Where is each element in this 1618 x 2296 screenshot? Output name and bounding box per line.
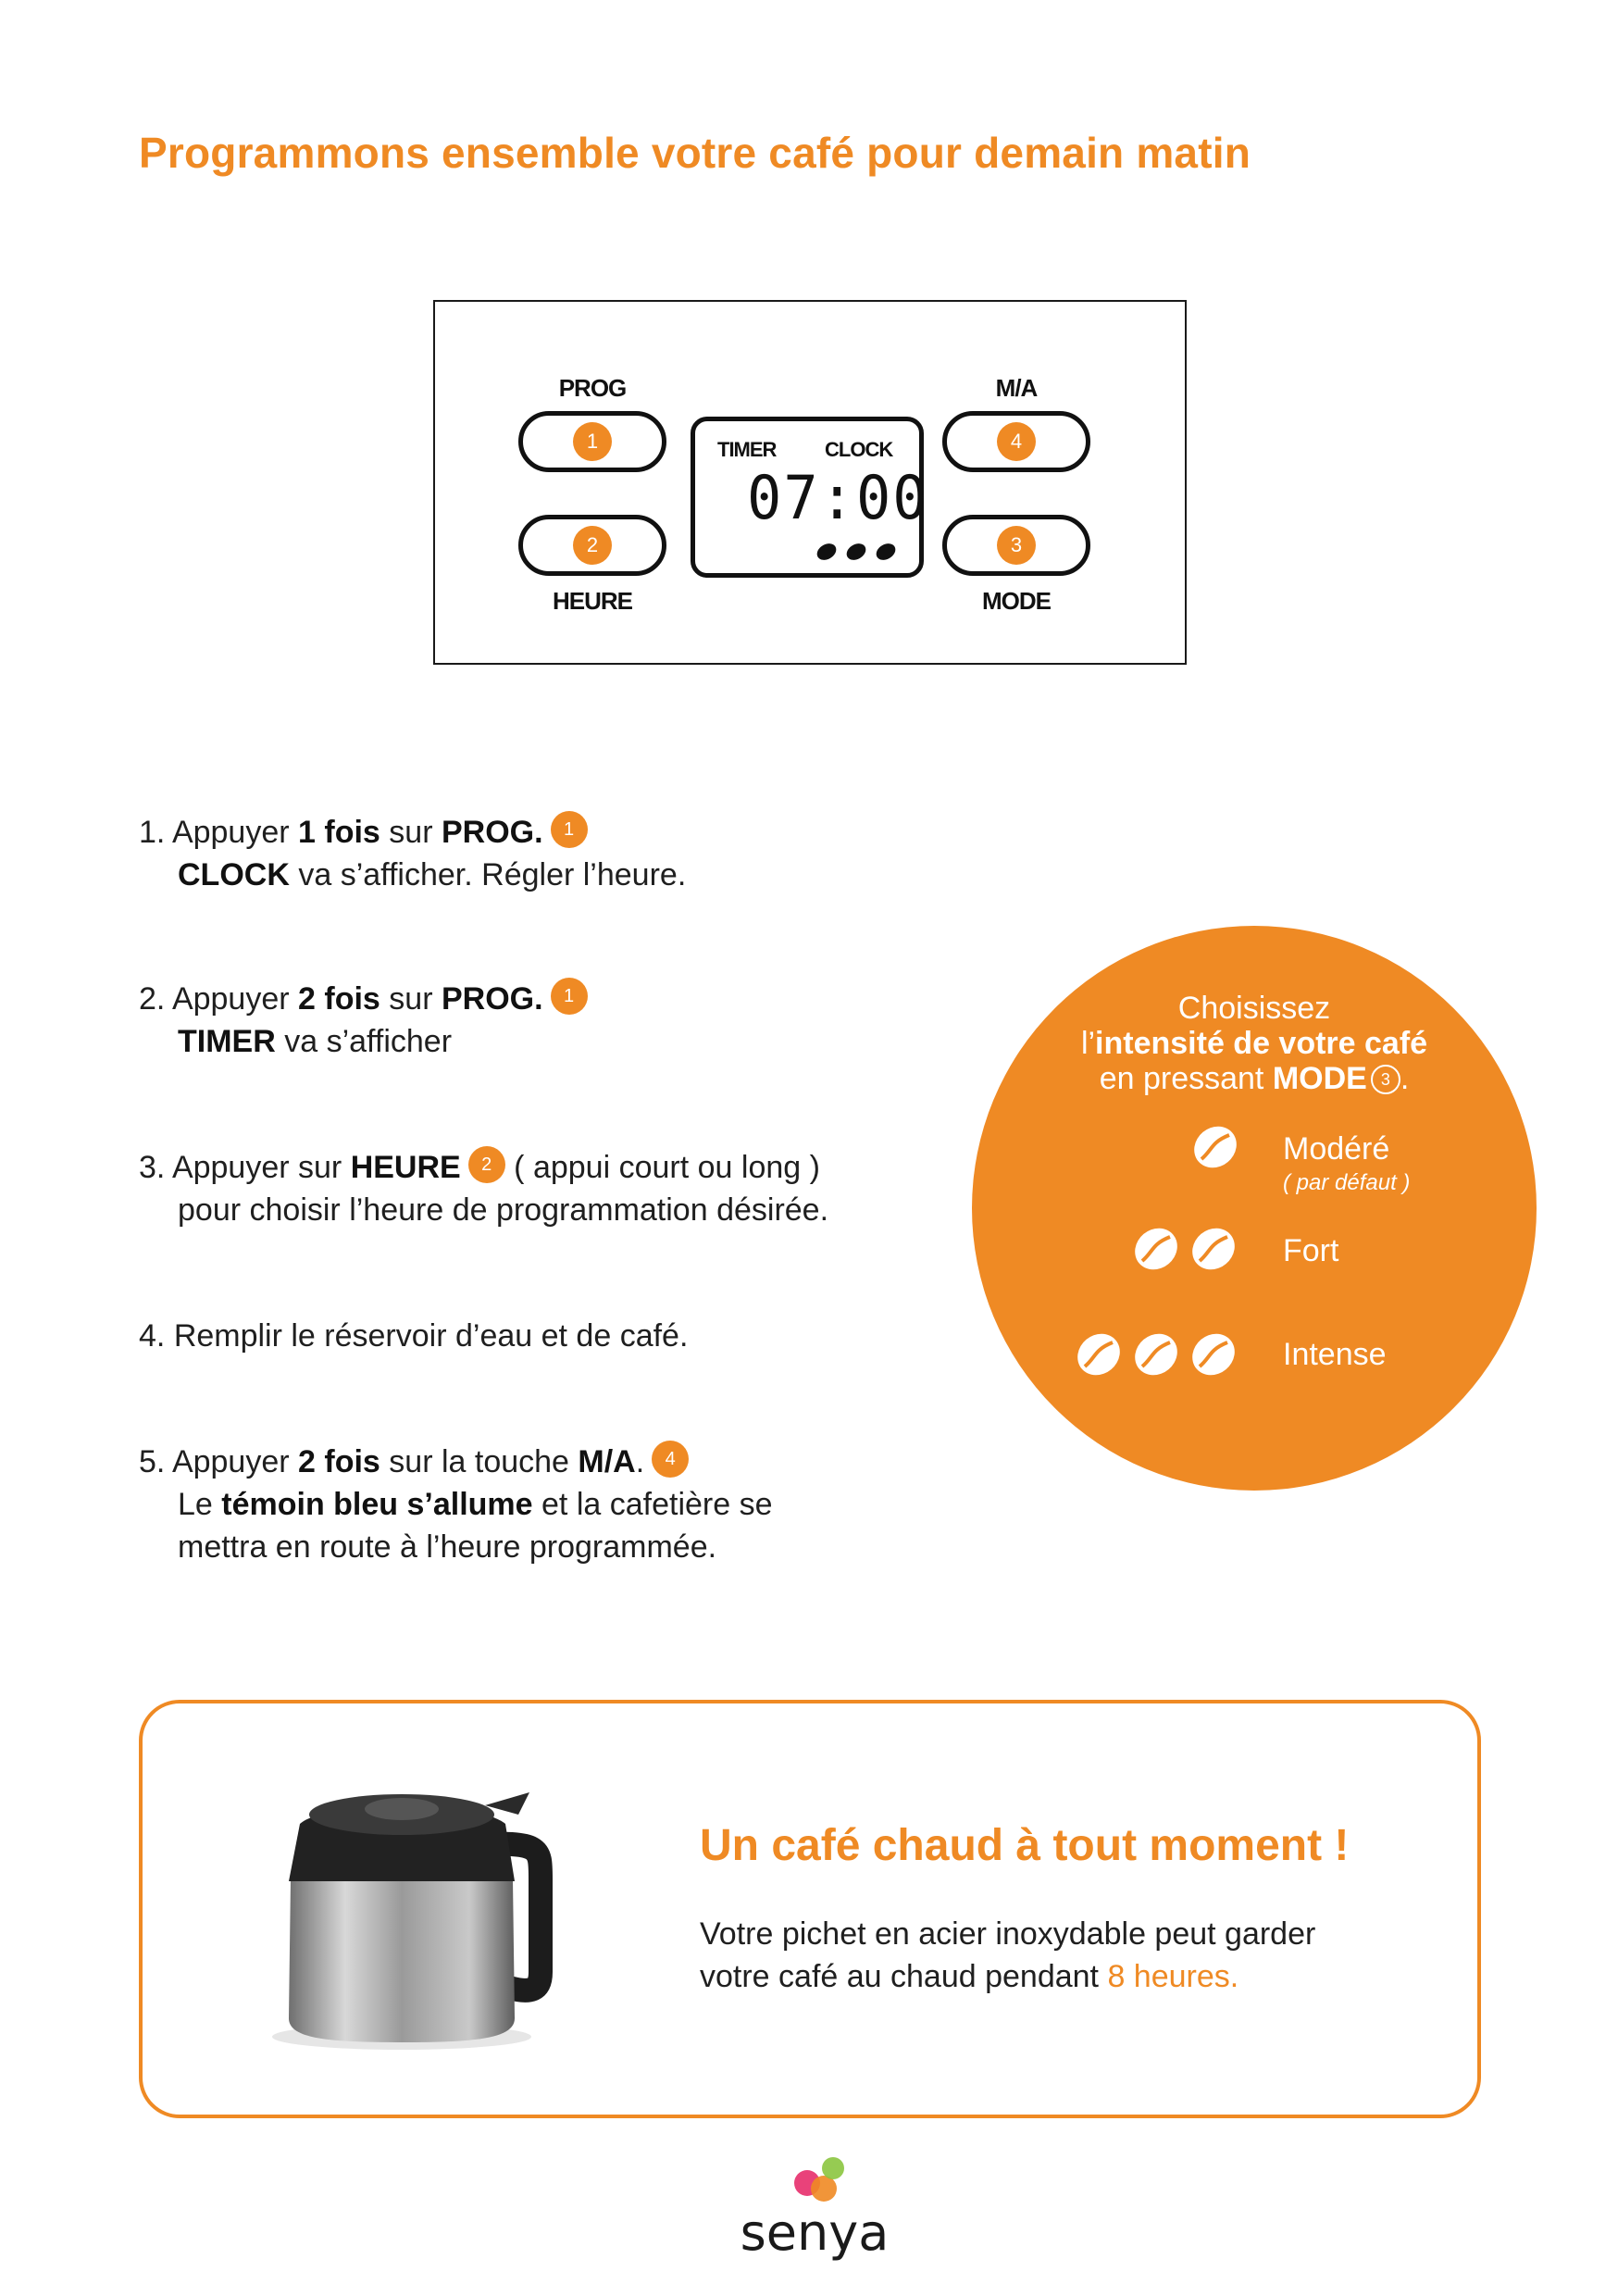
promo-title: Un café chaud à tout moment !: [700, 1821, 1350, 1870]
step-2: 2. Appuyer 2 fois sur PROG. 1 TIMER va s’afficher: [139, 978, 588, 1063]
coffee-bean-icon: [1074, 1329, 1124, 1379]
lcd-display: [691, 417, 929, 578]
mode-button: [942, 515, 1090, 576]
beans-moderate: [1190, 1122, 1240, 1172]
control-panel-diagram: [433, 300, 1187, 665]
page-title: Programmons ensemble votre café pour demain matin: [139, 129, 1251, 177]
button-number-4: 4: [997, 422, 1036, 461]
coffee-bean-icon: [1189, 1224, 1238, 1274]
heure-number-badge: 2: [468, 1146, 505, 1183]
coffee-bean-icon: [1189, 1329, 1238, 1379]
brand-wordmark: senya: [740, 2203, 890, 2262]
prog-number-badge: 1: [551, 978, 588, 1015]
promo-box: [139, 1700, 1481, 2118]
level-moderate-note: ( par défaut ): [1283, 1170, 1411, 1195]
ma-label: M/A: [995, 374, 1038, 402]
prog-button: [518, 411, 666, 472]
beans-intense: [1074, 1329, 1238, 1379]
level-intense-label: Intense: [1283, 1337, 1387, 1372]
step-1: 1. Appuyer 1 fois sur PROG. 1 CLOCK va s’afficher. Régler l’heure.: [139, 811, 686, 896]
lcd-time: 07:00: [747, 462, 929, 533]
ma-number-badge: 4: [652, 1441, 689, 1478]
prog-number-badge: 1: [551, 811, 588, 848]
ma-button: [942, 411, 1090, 472]
heure-button: [518, 515, 666, 576]
senya-logo: [722, 2148, 907, 2268]
button-number-2: 2: [573, 526, 612, 565]
mode-label: MODE: [982, 587, 1051, 615]
heure-label: HEURE: [552, 587, 632, 615]
intensity-circle: [972, 926, 1537, 1491]
prog-label: PROG: [558, 374, 627, 402]
step-3: 3. Appuyer sur HEURE 2 ( appui court ou long ) pour choisir l’heure de programmation désirée.: [139, 1146, 828, 1231]
promo-description: Votre pichet en acier inoxydable peut garder votre café au chaud pendant 8 heures.: [700, 1916, 1316, 1994]
coffee-bean-icon: [1131, 1329, 1181, 1379]
button-number-1: 1: [573, 422, 612, 461]
clock-indicator: CLOCK: [825, 438, 893, 461]
level-moderate-label: Modéré: [1283, 1131, 1390, 1167]
intensity-heading: Choisissez l’intensité de votre café en pressant MODE 3 .: [1080, 991, 1428, 1096]
mode-number-badge: 3: [1371, 1065, 1400, 1094]
beans-strong: [1131, 1224, 1238, 1274]
lcd-bean-icons: [814, 538, 901, 566]
level-strong-label: Fort: [1283, 1233, 1339, 1268]
button-number-3: 3: [997, 526, 1036, 565]
step-4: 4. Remplir le réservoir d’eau et de café.: [139, 1318, 689, 1354]
timer-indicator: TIMER: [717, 438, 777, 461]
senya-logo-mark: [722, 2148, 907, 2268]
carafe-image: [263, 1768, 568, 2055]
coffee-bean-icon: [1190, 1122, 1240, 1172]
step-5: 5. Appuyer 2 fois sur la touche M/A. 4 Le témoin bleu s’allume et la cafetière se mettra en route à l’heure programmée.: [139, 1441, 773, 1568]
coffee-bean-icon: [1131, 1224, 1181, 1274]
